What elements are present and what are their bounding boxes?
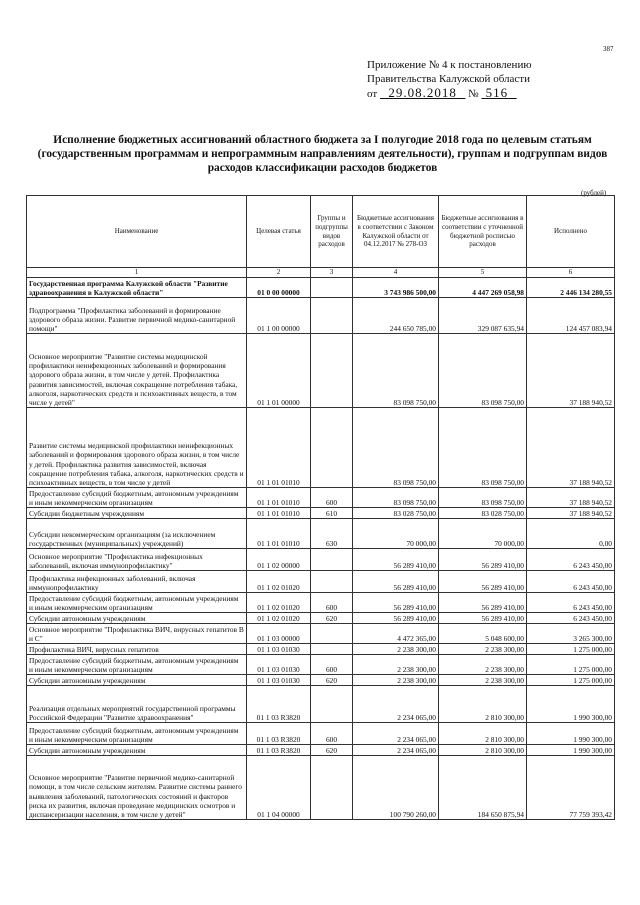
row-law: 56 289 410,00 [353, 571, 439, 593]
row-group: 600 [311, 488, 353, 508]
row-name: Основное мероприятие "Развитие системы медицинской профилактики неинфекционных заболеваний и формирования здорового образа жизни, в том числе у детей. Профилактика развития зависимостей, включая сокращение потребления табака, алкоголя, наркотических средств и психоактивных веществ, в том числе у детей" [27, 334, 247, 408]
row-name: Субсидии некоммерческим организациям (за исключением государственных (муниципальных) учреждений) [27, 519, 247, 549]
row-target: 01 1 03 R3820 [247, 723, 311, 745]
col-number: 2 [247, 268, 311, 278]
row-target: 01 1 01 01010 [247, 519, 311, 549]
row-target: 01 1 01 01010 [247, 508, 311, 519]
document-title: Исполнение бюджетных ассигнований областного бюджета за I полугодие 2018 года по целевым статьям (государственным программам и непрограммным направлениям деятельности), группам и подгруппам видов расходов классификации расходов бюджетов [37, 134, 608, 174]
row-target: 01 0 00 00000 [247, 278, 311, 298]
row-name: Развитие системы медицинской профилактики неинфекционных заболеваний и формирования здорового образа жизни, в том числе у детей. Профилактика развития зависимостей, включая сокращение потребления табака, алкоголя, наркотических средств и психоактивных веществ, в том числе у детей [27, 408, 247, 488]
row-executed: 77 759 393,42 [527, 756, 615, 820]
row-law: 70 000,00 [353, 519, 439, 549]
row-group [311, 549, 353, 571]
row-group: 600 [311, 655, 353, 675]
row-group [311, 756, 353, 820]
row-target: 01 1 00 00000 [247, 298, 311, 334]
row-revised: 83 098 750,00 [439, 408, 527, 488]
table-row [27, 655, 615, 675]
row-group [311, 298, 353, 334]
table-row [27, 519, 615, 549]
row-revised: 184 650 875,94 [439, 756, 527, 820]
row-executed: 2 446 134 280,55 [527, 278, 615, 298]
row-revised: 4 447 269 058,98 [439, 278, 527, 298]
row-target: 01 1 02 01020 [247, 613, 311, 624]
table-row [27, 408, 615, 488]
table-row [27, 549, 615, 571]
row-law: 2 234 065,00 [353, 723, 439, 745]
row-executed: 0,00 [527, 519, 615, 549]
table-row [27, 644, 615, 655]
row-revised: 83 028 750,00 [439, 508, 527, 519]
col-number: 6 [527, 268, 615, 278]
page-number: 387 [603, 45, 614, 53]
appendix-block [367, 58, 532, 101]
row-law: 244 650 785,00 [353, 298, 439, 334]
row-name: Реализация отдельных мероприятий государственной программы Российской Федерации "Развитие здравоохранения" [27, 686, 247, 723]
row-name: Профилактика ВИЧ, вирусных гепатитов [27, 644, 247, 655]
table-row [27, 488, 615, 508]
row-target: 01 1 02 01020 [247, 593, 311, 613]
row-law: 2 238 300,00 [353, 655, 439, 675]
row-executed: 37 188 940,52 [527, 488, 615, 508]
row-revised: 56 289 410,00 [439, 613, 527, 624]
col-number: 4 [353, 268, 439, 278]
row-name: Подпрограмма "Профилактика заболеваний и формирование здорового образа жизни. Развитие первичной медико-санитарной помощи" [27, 298, 247, 334]
row-revised: 2 238 300,00 [439, 644, 527, 655]
col-number: 1 [27, 268, 247, 278]
row-group: 600 [311, 593, 353, 613]
row-law: 4 472 365,00 [353, 624, 439, 644]
row-law: 2 238 300,00 [353, 644, 439, 655]
row-revised: 2 810 300,00 [439, 723, 527, 745]
row-revised: 5 048 600,00 [439, 624, 527, 644]
table-row [27, 613, 615, 624]
table-row [27, 508, 615, 519]
row-group [311, 334, 353, 408]
number-label: № [468, 88, 479, 100]
row-target: 01 1 03 R3820 [247, 745, 311, 756]
table-row [27, 675, 615, 686]
table-row [27, 278, 615, 298]
row-executed: 1 990 300,00 [527, 723, 615, 745]
row-executed: 37 188 940,52 [527, 408, 615, 488]
row-executed: 37 188 940,52 [527, 508, 615, 519]
row-executed: 6 243 450,00 [527, 593, 615, 613]
row-group [311, 644, 353, 655]
row-name: Субсидии автономным учреждениям [27, 745, 247, 756]
row-name: Предоставление субсидий бюджетным, автономным учреждениям и иным некоммерческим организациям [27, 655, 247, 675]
col-executed-header: Исполнено [527, 196, 615, 268]
budget-table [26, 195, 615, 820]
row-target: 01 1 01 01010 [247, 488, 311, 508]
row-group [311, 408, 353, 488]
row-revised: 56 289 410,00 [439, 593, 527, 613]
row-name: Предоставление субсидий бюджетным, автономным учреждениям и иным некоммерческим организациям [27, 723, 247, 745]
row-name: Субсидии автономным учреждениям [27, 613, 247, 624]
row-executed: 1 275 000,00 [527, 655, 615, 675]
row-law: 83 028 750,00 [353, 508, 439, 519]
row-target: 01 1 01 01010 [247, 408, 311, 488]
row-group: 610 [311, 508, 353, 519]
row-law: 83 098 750,00 [353, 408, 439, 488]
table-row [27, 745, 615, 756]
row-executed: 6 243 450,00 [527, 613, 615, 624]
row-law: 3 743 986 500,00 [353, 278, 439, 298]
table-row [27, 593, 615, 613]
row-target: 01 1 02 01020 [247, 571, 311, 593]
row-revised: 329 087 635,94 [439, 298, 527, 334]
col-revised-header: Бюджетные ассигнования в соответствии с уточненной бюджетной росписью расходов [439, 196, 527, 268]
table-row [27, 686, 615, 723]
row-name: Основное мероприятие "Профилактика инфекционных заболеваний, включая иммунопрофилактику" [27, 549, 247, 571]
row-revised: 83 098 750,00 [439, 334, 527, 408]
row-revised: 70 000,00 [439, 519, 527, 549]
row-target: 01 1 03 R3820 [247, 686, 311, 723]
table-row [27, 756, 615, 820]
row-executed: 124 457 083,94 [527, 298, 615, 334]
appendix-number: 516 [485, 85, 509, 100]
row-executed: 1 275 000,00 [527, 644, 615, 655]
row-executed: 1 990 300,00 [527, 686, 615, 723]
row-target: 01 1 03 01030 [247, 675, 311, 686]
table-row [27, 571, 615, 593]
column-number-row [27, 268, 615, 278]
row-target: 01 1 03 01030 [247, 644, 311, 655]
col-law-header: Бюджетные ассигнования в соответствии с Законом Калужской области от 04.12.2017 № 278-ОЗ [353, 196, 439, 268]
row-law: 2 238 300,00 [353, 675, 439, 686]
row-target: 01 1 04 00000 [247, 756, 311, 820]
row-group: 620 [311, 745, 353, 756]
appendix-line1: Приложение № 4 к постановлению [367, 59, 532, 71]
appendix-line2: Правительства Калужской области [367, 73, 530, 85]
row-name: Субсидии автономным учреждениям [27, 675, 247, 686]
row-law: 2 234 065,00 [353, 745, 439, 756]
row-revised: 56 289 410,00 [439, 549, 527, 571]
row-group [311, 571, 353, 593]
row-name: Основное мероприятие "Развитие первичной медико-санитарной помощи, в том числе сельским жителям. Развитие системы раннего выявления заболеваний, патологических состояний и факторов риска их развития, включая проведение медицинских осмотров и диспансеризации населения, в том числе у детей" [27, 756, 247, 820]
unit-label: (рублей) [581, 189, 607, 197]
row-target: 01 1 01 00000 [247, 334, 311, 408]
row-group: 630 [311, 519, 353, 549]
table-row [27, 723, 615, 745]
row-law: 100 790 260,00 [353, 756, 439, 820]
appendix-line3 [367, 86, 532, 101]
row-name: Основное мероприятие "Профилактика ВИЧ, вирусных гепатитов В и С" [27, 624, 247, 644]
row-revised: 83 098 750,00 [439, 488, 527, 508]
col-target-header: Целевая статья [247, 196, 311, 268]
row-executed: 3 265 300,00 [527, 624, 615, 644]
row-revised: 2 810 300,00 [439, 686, 527, 723]
table-row [27, 624, 615, 644]
header-row [27, 196, 615, 268]
row-revised: 56 289 410,00 [439, 571, 527, 593]
row-name: Профилактика инфекционных заболеваний, включая иммунопрофилактику [27, 571, 247, 593]
row-law: 2 234 065,00 [353, 686, 439, 723]
row-executed: 6 243 450,00 [527, 571, 615, 593]
row-law: 56 289 410,00 [353, 593, 439, 613]
table-row [27, 334, 615, 408]
row-group: 600 [311, 723, 353, 745]
row-target: 01 1 03 00000 [247, 624, 311, 644]
row-target: 01 1 03 01030 [247, 655, 311, 675]
col-name-header: Наименование [27, 196, 247, 268]
row-name: Предоставление субсидий бюджетным, автономным учреждениям и иным некоммерческим организациям [27, 593, 247, 613]
ot-label: от [367, 88, 378, 100]
row-law: 56 289 410,00 [353, 549, 439, 571]
row-law: 56 289 410,00 [353, 613, 439, 624]
row-group: 620 [311, 613, 353, 624]
row-name: Государственная программа Калужской области "Развитие здравоохранения в Калужской области" [27, 278, 247, 298]
row-revised: 2 238 300,00 [439, 655, 527, 675]
row-group [311, 686, 353, 723]
row-group: 620 [311, 675, 353, 686]
row-target: 01 1 02 00000 [247, 549, 311, 571]
col-groups-header: Группы и подгруппы видов расходов [311, 196, 353, 268]
row-law: 83 098 750,00 [353, 488, 439, 508]
row-revised: 2 238 300,00 [439, 675, 527, 686]
col-number: 3 [311, 268, 353, 278]
col-number: 5 [439, 268, 527, 278]
row-group [311, 624, 353, 644]
row-executed: 1 990 300,00 [527, 745, 615, 756]
row-executed: 1 275 000,00 [527, 675, 615, 686]
row-executed: 6 243 450,00 [527, 549, 615, 571]
row-executed: 37 188 940,52 [527, 334, 615, 408]
row-law: 83 098 750,00 [353, 334, 439, 408]
row-revised: 2 810 300,00 [439, 745, 527, 756]
table-row [27, 298, 615, 334]
row-name: Субсидии бюджетным учреждениям [27, 508, 247, 519]
row-name: Предоставление субсидий бюджетным, автономным учреждениям и иным некоммерческим организациям [27, 488, 247, 508]
appendix-date: 29.08.2018 [388, 85, 457, 100]
row-group [311, 278, 353, 298]
